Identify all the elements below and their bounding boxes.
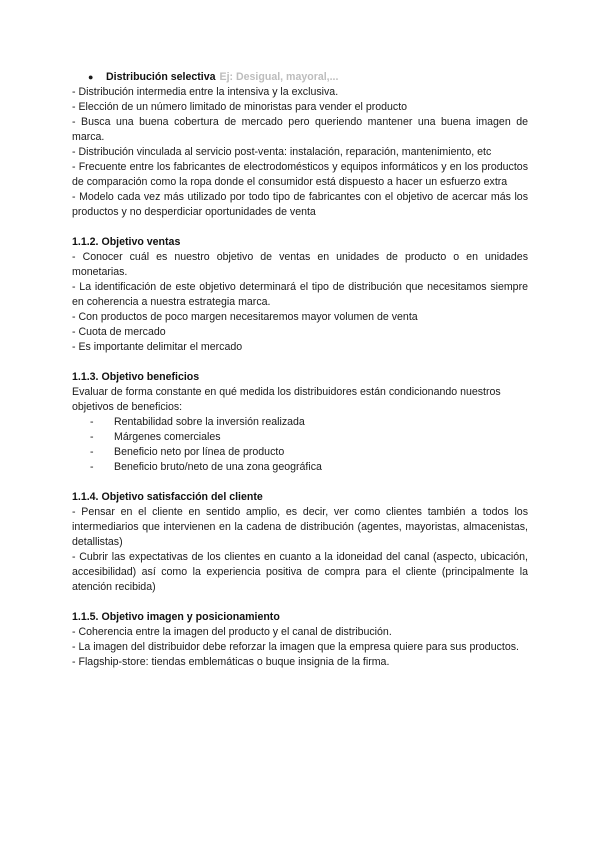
imagen-line: - La imagen del distribuidor debe reforzar la imagen que la empresa quiere para sus productos. [72,641,519,653]
list-item-text: Márgenes comerciales [114,431,221,443]
section-heading-satisfaccion: 1.1.4. Objetivo satisfacción del cliente [72,491,263,503]
section-heading-ventas: 1.1.2. Objetivo ventas [72,236,181,248]
selectiva-line: - Frecuente entre los fabricantes de electrodomésticos y equipos informáticos y en los productos de comparación como la ropa donde el consumidor está dispuesto a hacer un esfuerzo extra [72,161,528,188]
ventas-line: - Conocer cuál es nuestro objetivo de ventas en unidades de producto o en unidades monetarias. [72,251,528,278]
ventas-line: - Con productos de poco margen necesitaremos mayor volumen de venta [72,311,418,323]
satisfaccion-line: - Pensar en el cliente en sentido amplio, es decir, ver como clientes también a todos los intermediarios que intervienen en la cadena de distribución (agentes, mayoristas, almacenistas, detallistas) [72,506,528,548]
selectiva-line: - Modelo cada vez más utilizado por todo tipo de fabricantes con el objetivo de acercar más los productos y no desperdiciar oportunidades de venta [72,191,528,218]
selectiva-bullet-line [72,70,528,85]
list-item [72,430,528,445]
ventas-line: - La identificación de este objetivo determinará el tipo de distribución que necesitamos siempre en coherencia a nuestra estrategia marca. [72,281,528,308]
list-item-text: Rentabilidad sobre la inversión realizada [114,416,305,428]
dash-marker: - [90,461,94,473]
selectiva-title: Distribución selectiva [106,71,216,83]
bullet-icon: ● [88,72,94,82]
dash-marker: - [90,416,94,428]
list-item-text: Beneficio bruto/neto de una zona geográfica [114,461,322,473]
selectiva-line: - Distribución intermedia entre la intensiva y la exclusiva. [72,86,339,98]
ventas-line: - Es importante delimitar el mercado [72,341,243,353]
beneficios-intro: Evaluar de forma constante en qué medida los distribuidores están condicionando nuestros objetivos de beneficios: [72,386,501,413]
section-heading-imagen: 1.1.5. Objetivo imagen y posicionamiento [72,611,280,623]
dash-marker: - [90,446,94,458]
section-heading-beneficios: 1.1.3. Objetivo beneficios [72,371,200,383]
satisfaccion-line: - Cubrir las expectativas de los clientes en cuanto a la idoneidad del canal (aspecto, ubicación, accesibilidad) así como la experiencia positiva de compra para el cliente (principalmente la atención recibida) [72,551,528,593]
list-item [72,445,528,460]
dash-marker: - [90,431,94,443]
selectiva-line: - Distribución vinculada al servicio post-venta: instalación, reparación, mantenimiento, etc [72,146,492,158]
list-item-text: Beneficio neto por línea de producto [114,446,285,458]
selectiva-example: Ej: Desigual, mayoral,... [219,71,339,83]
beneficios-list [72,415,528,475]
document-page [72,70,528,670]
imagen-line: - Coherencia entre la imagen del producto y el canal de distribución. [72,626,392,638]
list-item [72,415,528,430]
ventas-line: - Cuota de mercado [72,326,166,338]
selectiva-line: - Elección de un número limitado de minoristas para vender el producto [72,101,408,113]
imagen-line: - Flagship-store: tiendas emblemáticas o buque insignia de la firma. [72,656,390,668]
list-item [72,460,528,475]
selectiva-line: - Busca una buena cobertura de mercado pero queriendo mantener una buena imagen de marca. [72,116,528,143]
